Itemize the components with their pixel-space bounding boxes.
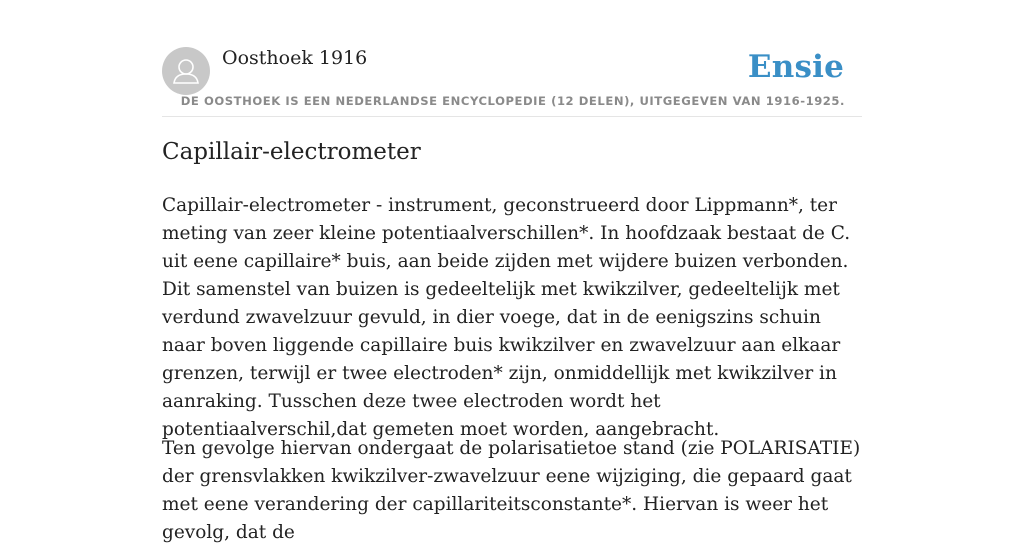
user-icon <box>162 47 210 95</box>
ensie-logo[interactable]: Ensie <box>747 49 844 85</box>
article-title: Capillair-electrometer <box>162 139 421 165</box>
source-header <box>162 45 862 117</box>
source-description: DE OOSTHOEK IS EEN NEDERLANDSE ENCYCLOPEDIE (12 DELEN), UITGEGEVEN VAN 1916-1925. <box>180 94 845 108</box>
article-paragraph-1: Capillair-electrometer - instrument, geconstrueerd door Lippmann*, ter meting van zeer kleine potentiaalverschillen*. In hoofdzaak bestaat de C. uit eene capillaire* buis, aan beide zijden met wijdere buizen verbonden. Dit samenstel van buizen is gedeeltelijk met kwikzilver, gedeeltelijk met verdund zwavelzuur gevuld, in dier voege, dat in de eenigszins schuin naar boven liggende capillaire buis kwikzilver en zwavelzuur aan elkaar grenzen, terwijl er twee electroden* zijn, onmiddellijk met kwikzilver in aanraking. Tusschen deze twee electroden wordt het potentiaalverschil,dat gemeten moet worden, aangebracht. <box>162 195 851 440</box>
source-avatar[interactable] <box>162 47 210 95</box>
source-title[interactable]: Oosthoek 1916 <box>222 47 368 69</box>
article-paragraph-2: Ten gevolge hiervan ondergaat de polarisatietoe stand (zie POLARISATIE) der grensvlakken kwikzilver-zwavelzuur eene wijziging, die gepaard gaat met eene verandering der capillariteitsconstante*. Hiervan is weer het gevolg, dat de <box>162 438 861 543</box>
